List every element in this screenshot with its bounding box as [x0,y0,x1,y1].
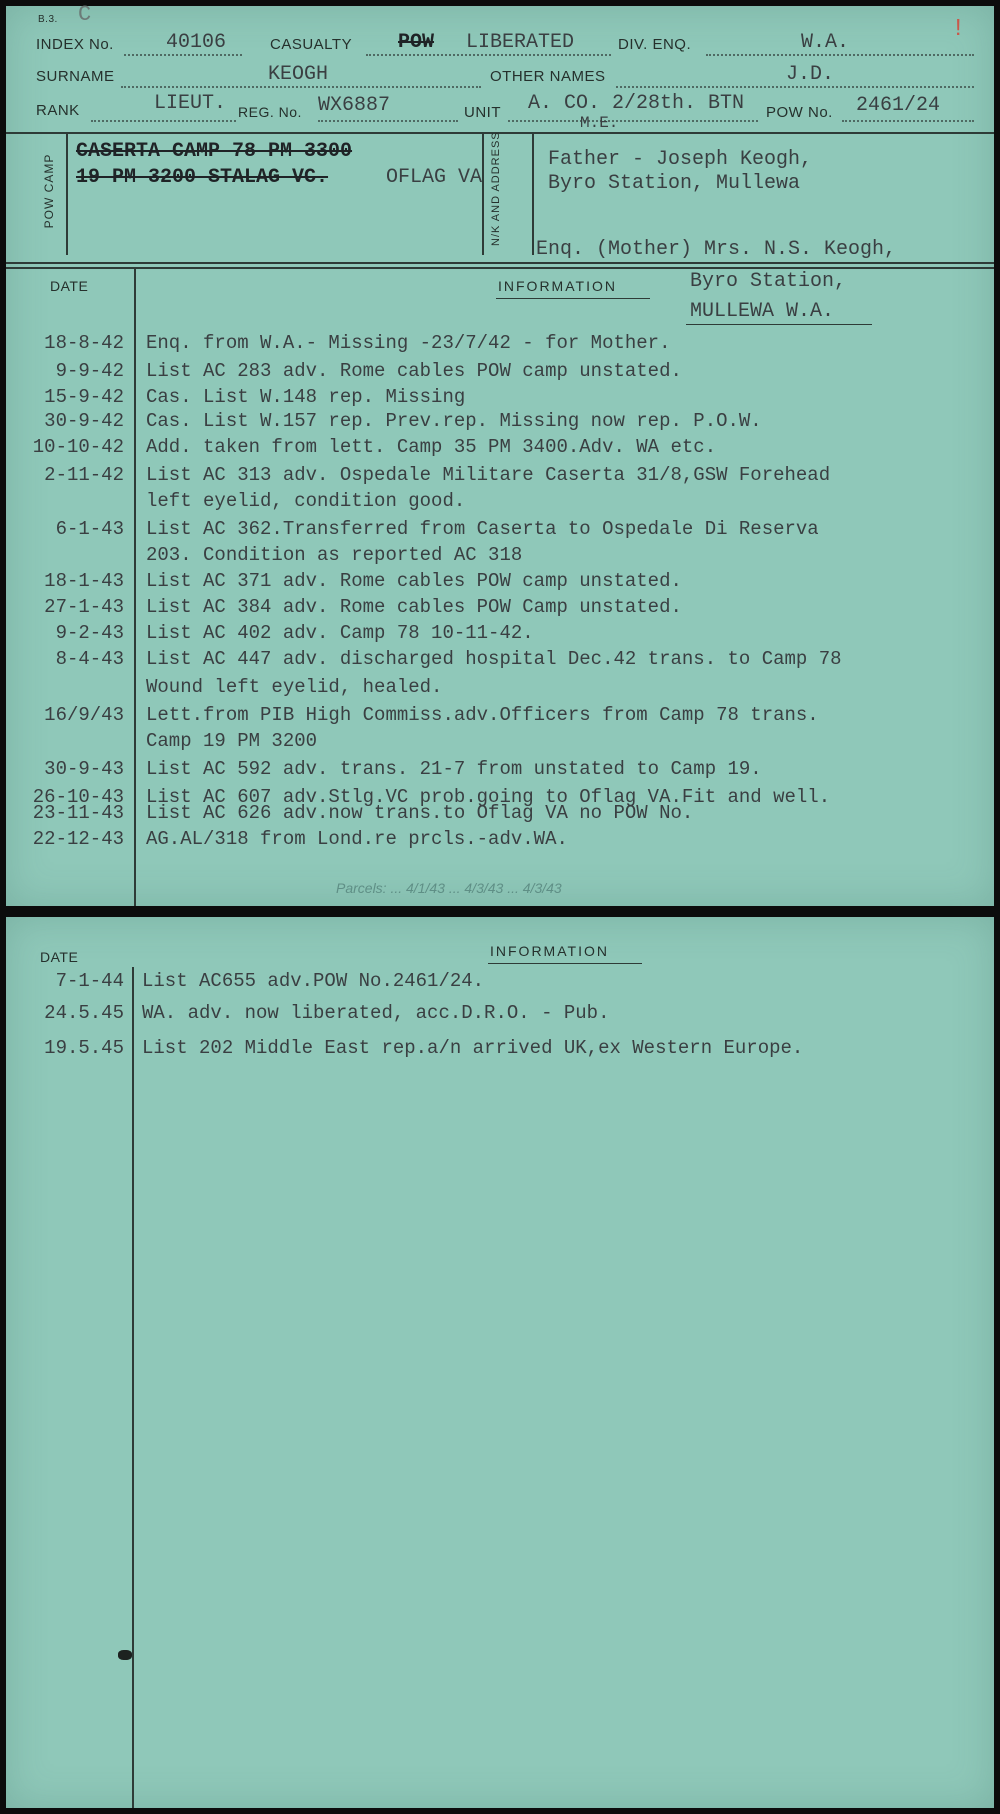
entry-date: 22-12-43 [32,828,124,850]
entry-date: 2-11-42 [44,464,124,486]
entry-text: Cas. List W.157 rep. Prev.rep. Missing now rep. P.O.W. [146,410,762,432]
address-line2: Byro Station, Mullewa [548,172,801,195]
pow-camp-line1: CASERTA CAMP 78 PM 3300 [76,140,353,163]
entry-date: 30-9-42 [44,410,124,432]
pow-camp-label: POW CAMP [42,153,56,229]
index-no-rule [124,54,242,56]
address-divider-right [532,133,534,255]
pow-no-label: POW No. [766,104,833,121]
entry-date: 15-9-42 [44,386,124,408]
entry-date: 6-1-43 [55,518,124,540]
box-bottom-rule-2 [6,267,994,269]
other-names-value: J.D. [786,63,835,86]
entry-date: 23-11-43 [32,802,124,824]
pow-camp-line2-struck: 19 PM 3200 STALAG VC. [76,166,329,189]
entry-text: List AC655 adv.POW No.2461/24. [142,970,485,992]
entry-text: Add. taken from lett. Camp 35 PM 3400.Adv. WA etc. [146,436,717,458]
entry-date: 9-9-42 [55,360,124,382]
entry-date: 30-9-43 [44,758,124,780]
entry-text: Enq. from W.A.- Missing -23/7/42 - for Mother. [146,332,671,354]
date-column-rule-2 [132,967,134,1808]
rank-label: RANK [36,102,80,119]
entry-date: 10-10-42 [32,436,124,458]
entry-text: List AC 371 adv. Rome cables POW camp unstated. [146,570,682,592]
entry-date: 8-4-43 [55,648,124,670]
div-enq-rule [706,54,974,56]
index-no-value: 40106 [166,31,227,54]
reg-no-label: REG. No. [238,104,302,120]
entry-text: Lett.from PIB High Commiss.adv.Officers from Camp 78 trans. [146,704,819,726]
entry-date: 16/9/43 [44,704,124,726]
nk-address-label: N/K AND ADDRESS [490,131,502,246]
index-card-back [6,917,994,1808]
entry-text: AG.AL/318 from Lond.re prcls.-adv.WA. [146,828,568,850]
address-divider-left [482,133,484,255]
information-underline-2 [488,963,642,964]
entry-text: List AC 592 adv. trans. 21-7 from unstated to Camp 19. [146,758,762,780]
casualty-value: LIBERATED [466,31,575,54]
pow-no-rule [842,120,974,122]
entry-text: List AC 607 adv.Stlg.VC prob.going to Oflag VA.Fit and well. [146,786,831,808]
red-mark: ! [951,16,966,43]
casualty-struck-value: POW [398,31,435,54]
date-column-rule [134,268,136,906]
address-line1: Father - Joseph Keogh, [548,148,813,171]
entry-text: WA. adv. now liberated, acc.D.R.O. - Pub. [142,1002,610,1024]
information-header: INFORMATION [498,278,617,294]
entry-date: 19.5.45 [44,1037,124,1059]
information-header-2: INFORMATION [490,943,609,959]
reg-no-value: WX6887 [318,94,391,117]
entry-date: 24.5.45 [44,1002,124,1024]
corner-mark: C [78,2,92,27]
unit-value: A. CO. 2/28th. BTN [528,92,745,115]
entry-text: Camp 19 PM 3200 [146,730,318,752]
entry-date: 18-8-42 [44,332,124,354]
pencil-note: Parcels: ... 4/1/43 ... 4/3/43 ... 4/3/43 [336,880,562,896]
entry-text: List AC 283 adv. Rome cables POW camp unstated. [146,360,682,382]
entry-date: 18-1-43 [44,570,124,592]
entry-text: Wound left eyelid, healed. [146,676,443,698]
rank-value: LIEUT. [154,92,227,115]
box-bottom-rule [6,262,994,264]
casualty-label: CASUALTY [270,36,353,53]
index-card-front [6,2,994,906]
entry-text: List AC 384 adv. Rome cables POW Camp unstated. [146,596,682,618]
rank-rule [91,120,236,122]
other-names-rule [616,86,974,88]
entry-text: List AC 313 adv. Ospedale Militare Caserta 31/8,GSW Forehead [146,464,831,486]
surname-value: KEOGH [268,63,329,86]
address-underline [686,324,872,325]
casualty-rule [366,54,611,56]
entry-date: 9-2-43 [55,622,124,644]
unit-rule [508,120,758,122]
address-line5: MULLEWA W.A. [690,300,835,323]
form-code: B.3. [38,14,58,25]
pow-camp-line2: OFLAG VA [386,166,483,189]
address-line3: Enq. (Mother) Mrs. N.S. Keogh, [536,238,897,261]
entry-text: List AC 402 adv. Camp 78 10-11-42. [146,622,534,644]
entry-date: 26-10-43 [32,786,124,808]
div-enq-value: W.A. [801,31,850,54]
surname-label: SURNAME [36,68,115,85]
entry-text: List 202 Middle East rep.a/n arrived UK,ex Western Europe. [142,1037,804,1059]
pow-no-value: 2461/24 [856,94,941,117]
index-no-label: INDEX No. [36,36,114,53]
unit-label: UNIT [464,104,501,121]
div-enq-label: DIV. ENQ. [618,36,692,53]
date-header: DATE [50,278,89,294]
unit-extra-value: M.E. [580,114,619,132]
address-line4: Byro Station, [690,270,847,293]
entry-date: 7-1-44 [55,970,124,992]
date-header-2: DATE [40,949,79,965]
entry-date: 27-1-43 [44,596,124,618]
ink-blot [118,1650,132,1660]
entry-text: left eyelid, condition good. [146,490,466,512]
entry-text: List AC 362.Transferred from Caserta to Ospedale Di Reserva [146,518,819,540]
pow-camp-divider [66,133,68,255]
entry-text: List AC 626 adv.now trans.to Oflag VA no POW No. [146,802,694,824]
entry-text: Cas. List W.148 rep. Missing [146,386,466,408]
reg-no-rule [318,120,458,122]
surname-rule [121,86,481,88]
entry-text: 203. Condition as reported AC 318 [146,544,523,566]
entry-text: List AC 447 adv. discharged hospital Dec.42 trans. to Camp 78 [146,648,842,670]
other-names-label: OTHER NAMES [490,68,606,85]
information-underline [496,298,650,299]
